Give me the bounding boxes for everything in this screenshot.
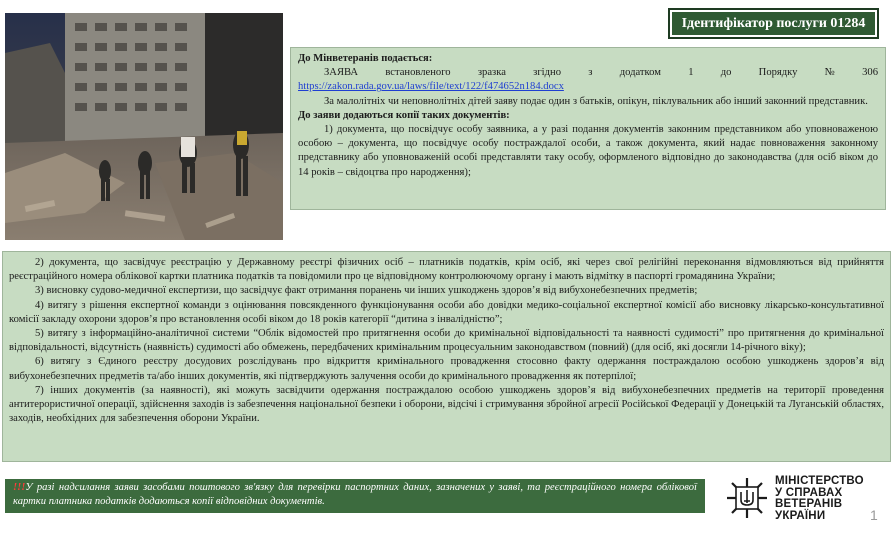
copies-heading: До заяви додаються копії таких документів: xyxy=(298,109,510,121)
minors-paragraph: За малолітніх чи неповнолітніх дітей заяву подає один з батьків, опікун, піклувальник або інший законний представник. xyxy=(324,95,868,107)
document-item-3: 3) висновку судово-медичної експертизи, що засвідчує факт отримання поранень чи інших ушкоджень здоров’я від вибухонебезпечних предметів; xyxy=(35,285,698,297)
zayava-word: ЗАЯВА xyxy=(324,67,359,79)
alert-marks: !!! xyxy=(13,482,26,493)
document-item-1: 1) документа, що посвідчує особу заявника, а у разі подання документів законним представником або уповноваженою особою – документа, що посвідчує особу постраждалої особи, а також документа, який надає повноваження законному представнику або уповноваженій особі представляти таку особу, оформленого відповідно до законодавства (для осіб віком до 14 років – свідоцтва про народження); xyxy=(298,124,878,178)
ministry-emblem-icon xyxy=(725,476,769,520)
zayava-word: 1 xyxy=(688,67,694,79)
document-item-6: 6) витягу з Єдиного реєстру досудових розслідувань про відкриття кримінального провадження стосовно факту одержання постраждалою особою ушкоджень здоров’я від вибухонебезпечних предметів та/або інших документів, які підтверджують залучення особи до кримінального провадження як потерпілої; xyxy=(9,356,884,382)
postal-note-box xyxy=(5,479,705,513)
document-item-4: 4) витягу з рішення експертної команди з оцінювання повсякденного функціонування особи або довідки медико-соціальної експертної комісії або висновку лікарсько-консультативної комісії закладу охорони здоров’я про встановлення особі віком до 18 років категорії “дитина з інвалідністю”; xyxy=(9,299,884,325)
zayava-word: з xyxy=(588,67,593,79)
zayava-word: згідно xyxy=(533,67,561,79)
logo-line-1: МІНІСТЕРСТВО xyxy=(775,475,864,487)
document-list-box xyxy=(2,251,891,462)
service-identifier-badge xyxy=(668,8,879,39)
document-item-2: 2) документа, що засвідчує реєстрацію у Державному реєстрі фізичних осіб – платників податків, крім осіб, які через свої релігійні переконання відмовляються від прийняття реєстраційного номера облікової картки платника податків та повідомили про це відповідному контролюючому органу і мають відмітку в паспорті громадянина України; xyxy=(9,257,884,283)
service-identifier-text: Ідентифікатор послуги 01284 xyxy=(681,15,866,31)
application-form-link[interactable]: https://zakon.rada.gov.ua/laws/file/text/122/f474652n184.docx xyxy=(298,81,564,93)
zayava-word: до xyxy=(720,67,732,79)
document-item-7: 7) інших документів (за наявності), які можуть засвідчити одержання постраждалою особою ушкоджень здоров’я від вибухонебезпечних предметів на території проведення антитерористичної операції, здійснення заходів із забезпечення національної безпеки і оборони, відсічі і стримування збройної агресії Російської Федерації у Донецькій та Луганській областях, заходів, необхідних для забезпечення оборони України. xyxy=(9,384,884,425)
document-item-5: 5) витягу з інформаційно-аналітичної системи “Облік відомостей про притягнення особи до кримінальної відповідальності та наявності судимості” про притягнення до кримінальної відповідальності, відсутність (наявність) судимості або обмежень, передбачених кримінальним процесуальним законодавством (повний) (для осіб, які досягли 14-річного віку); xyxy=(9,328,884,354)
submission-heading: До Мінветеранів подається: xyxy=(298,53,433,64)
zayava-word: 306 xyxy=(862,67,878,79)
zayava-word: Порядку xyxy=(758,67,798,79)
postal-note-text: У разі надсилання заяви засобами поштового зв'язку для перевірки паспортних даних, зазначених у заяві, та реєстраційного номера облікової картки платника податків додаються копії відповідних документів. xyxy=(13,482,697,507)
destroyed-building-photo xyxy=(5,13,283,240)
zayava-word: встановленого xyxy=(385,67,451,79)
zayava-word: № xyxy=(824,67,835,79)
logo-line-4: УКРАЇНИ xyxy=(775,509,826,522)
page-number: 1 xyxy=(870,507,878,523)
zayava-word: додатком xyxy=(619,67,661,79)
ministry-logo xyxy=(725,476,885,522)
submission-requirements-box xyxy=(290,47,886,210)
logo-line-2: У СПРАВАХ xyxy=(775,486,843,499)
zayava-word: зразка xyxy=(477,67,506,79)
application-form-line xyxy=(298,66,878,80)
logo-line-3: ВЕТЕРАНІВ xyxy=(775,498,843,510)
